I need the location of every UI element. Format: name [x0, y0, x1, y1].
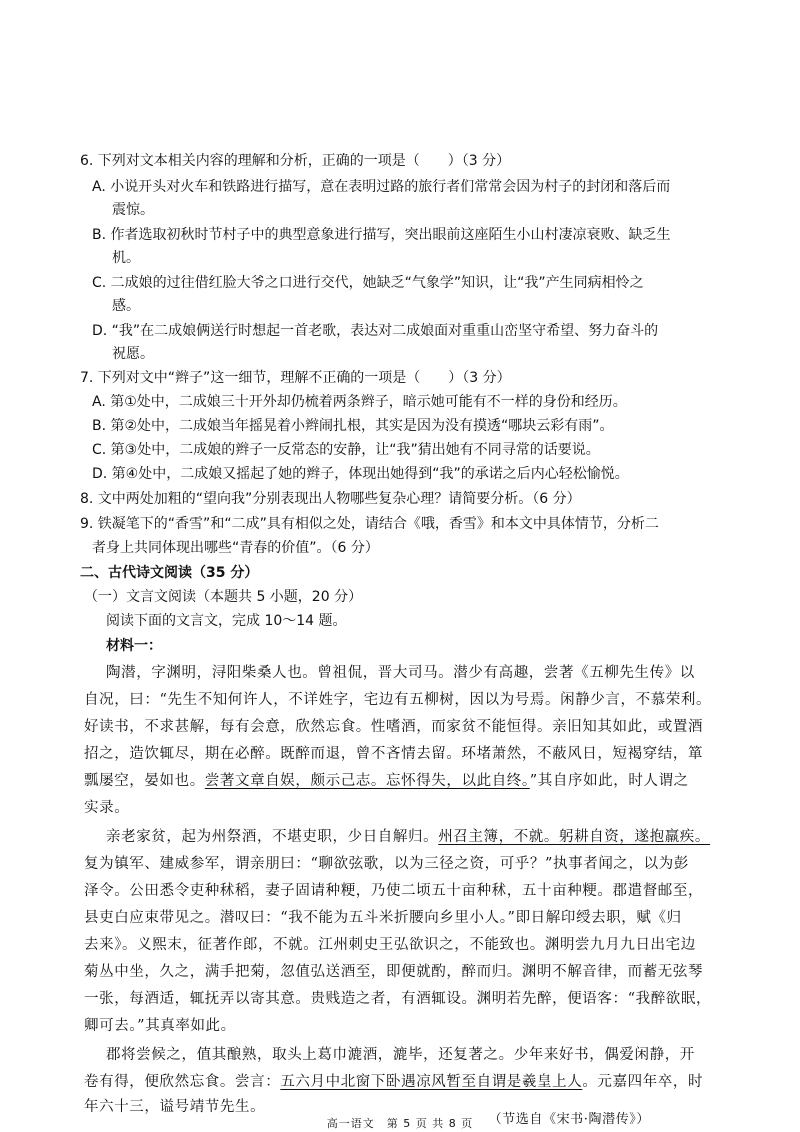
q7-option-b: B. 第②处中，二成娘当年摇晃着小辫闹扎根，其实是因为没有摸透“哪块云彩有雨”。 [92, 418, 614, 434]
source-citation: （节选自《宋书·陶潜传》） [488, 1112, 650, 1127]
underlined-sentence-2: 州召主簿，不就。躬耕自资，遂抱羸疾。 [438, 829, 711, 845]
passage-p1-line4: 招之，造饮辄尽，期在必醉。既醉而退，曾不吝情去留。环堵萧然，不蔽风日，短褐穿结，箪 [84, 746, 704, 762]
footer-strip [0, 1117, 800, 1132]
passage-p1-line5-end: ”其自序如此，时人谓之 [529, 773, 689, 789]
q6-option-b-line1: B. 作者选取初秋时节村子中的典型意象进行描写，突出眼前这座陌生小山村凄凉衰败、缺乏生 [92, 227, 671, 243]
passage-p3-line2 [84, 1073, 703, 1091]
passage-p2-line6: 菊丛中坐，久之，满手把菊，忽值弘送酒至，即便就酌，醉而归。渊明不解音律，而蓄无弦琴 [84, 964, 704, 980]
passage-p3-line2-start: 卷有得，便欣然忘食。尝言： [84, 1074, 281, 1090]
q6-option-d-line1: D. “我”在二成娘俩送行时想起一首老歌，表达对二成娘面对重重山峦坚守希望、努力奋斗的 [92, 323, 659, 339]
q9-stem-line2: 者身上共同体现出哪些“青春的价值”。（6 分） [92, 540, 379, 556]
passage-p2-line3: 泽令。公田悉令吏种秫稻，妻子固请种粳，乃使二顷五十亩种秫，五十亩种粳。郡遣督邮至， [84, 883, 704, 899]
passage-p1-line5-start: 瓢屡空，晏如也。 [84, 773, 205, 789]
q7-option-c: C. 第③处中，二成娘的辫子一反常态的安静，让“我”猜出她有不同寻常的话要说。 [92, 442, 600, 458]
page-footer: 高一语文 第 5 页 共 8 页 [326, 1117, 474, 1130]
q7-stem: 7. 下列对文中“辫子”这一细节，理解不正确的一项是（ ）（3 分） [80, 370, 511, 386]
passage-p2-line2: 复为镇军、建威参军，谓亲朋曰：“聊欲弦歌，以为三径之资，可乎？”执事者闻之，以为彭 [84, 856, 689, 872]
q7-option-a: A. 第①处中，二成娘三十开外却仍梳着两条辫子，暗示她可能有不一样的身份和经历。 [92, 394, 627, 410]
q7-option-d: D. 第④处中，二成娘又摇起了她的辫子，体现出她得到“我”的承诺之后内心轻松愉悦。 [92, 466, 629, 482]
q9-stem-line1: 9. 铁凝笔下的“香雪”和“二成”具有相似之处，请结合《哦，香雪》和本文中具体情节，分析二 [80, 516, 659, 532]
material-label: 材料一： [106, 638, 162, 654]
passage-p2-line8: 卿可去。”其真率如此。 [84, 1018, 236, 1034]
underlined-sentence-3: 五六月中北窗下卧遇凉风暂至自谓是羲皇上人 [280, 1074, 583, 1090]
passage-p2-line7: 一张，每酒适，辄抚弄以寄其意。贵贱造之者，有酒辄设。渊明若先醉，便语客：“我醉欲眠， [84, 991, 712, 1007]
q6-option-a-line2: 震惊。 [112, 202, 154, 218]
passage-p2-line4: 县吏白应束带见之。潜叹曰：“我不能为五斗米折腰向乡里小人。”即日解印绶去职，赋《归 [84, 910, 682, 926]
passage-p3-line2-end: 。元嘉四年卒，时 [582, 1074, 704, 1090]
passage-p1-line3: 好读书，不求甚解，每有会意，欣然忘食。性嗜酒，而家贫不能恒得。亲旧知其如此，或置酒 [84, 719, 704, 735]
q6-option-a-line1: A. 小说开头对火车和铁路进行描写，意在表明过路的旅行者们常常会因为村子的封闭和落后而 [92, 179, 671, 195]
subsection-title: （一）文言文阅读（本题共 5 小题，20 分） [84, 589, 363, 605]
passage-p1-line2: 自况，曰：“先生不知何许人，不详姓字，宅边有五柳树，因以为号焉。闲静少言，不慕荣利。 [84, 692, 712, 708]
passage-p3-line1: 郡将尝候之，值其酿熟，取头上葛巾漉酒，漉毕，还复著之。少年来好书，偶爱闲静，开 [106, 1047, 695, 1063]
q8-stem: 8. 文中两处加粗的“望向我”分别表现出人物哪些复杂心理？请简要分析。（6 分） [80, 491, 581, 507]
q6-option-b-line2: 机。 [112, 250, 140, 266]
section-title: 二、古代诗文阅读（35 分） [80, 565, 259, 581]
passage-p1-line5 [84, 772, 689, 790]
passage-p2-line5: 去来》。义熙末，征著作郎，不就。江州刺史王弘欲识之，不能致也。渊明尝九月九日出宅边 [84, 937, 696, 953]
q6-stem: 6. 下列对文本相关内容的理解和分析，正确的一项是（ ）（3 分） [80, 153, 511, 169]
passage-p1-line1: 陶潜，字渊明，浔阳柴桑人也。曾祖侃，晋大司马。潜少有高趣，尝著《五柳先生传》以 [106, 665, 695, 681]
q6-option-c-line1: C. 二成娘的过往借红脸大爷之口进行交代，她缺乏“气象学”知识，让“我”产生同病相怜之 [92, 275, 644, 291]
passage-p2-line1-start: 亲老家贫，起为州祭酒，不堪吏职，少日自解归。 [106, 829, 439, 845]
passage-p1-line6: 实录。 [84, 800, 130, 816]
underlined-sentence-1: 尝著文章自娱，颇示己志。忘怀得失，以此自终。 [204, 773, 530, 789]
passage-p2-line1 [106, 828, 710, 846]
q6-option-c-line2: 感。 [112, 298, 140, 314]
passage-p3-line3: 年六十三，谥号靖节先生。 [84, 1099, 266, 1115]
q6-option-d-line2: 祝愿。 [112, 346, 154, 362]
reading-instruction: 阅读下面的文言文，完成 10～14 题。 [106, 613, 347, 629]
